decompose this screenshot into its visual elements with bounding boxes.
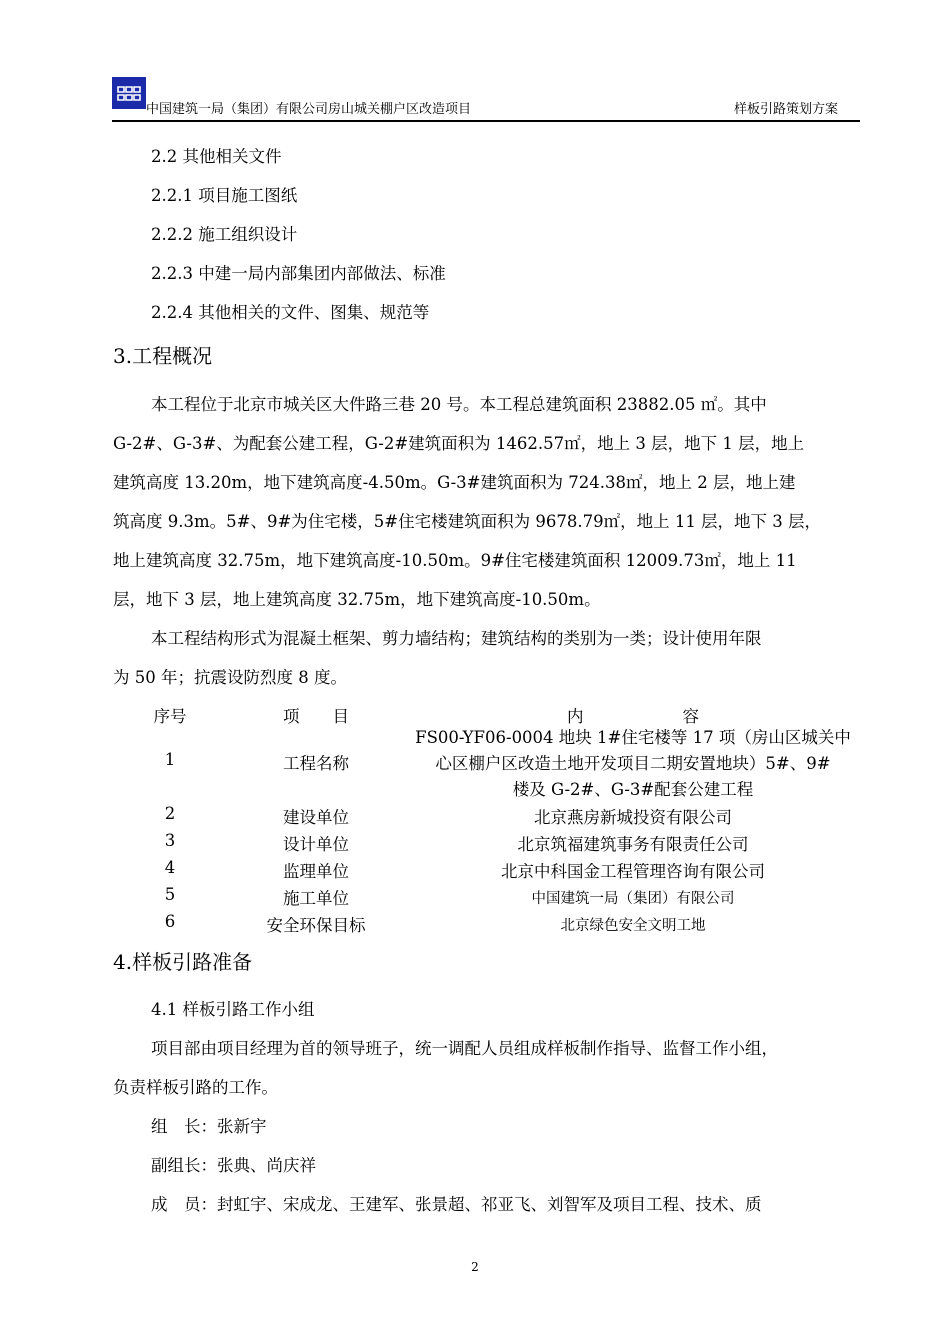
overview-paragraph-line: 地上建筑高度 32.75m，地下建筑高度-10.50m。9#住宅楼建筑面积 12009.73㎡，地上 11	[113, 551, 797, 570]
section-2-2-item: 2.2.4 其他相关的文件、图集、规范等	[151, 303, 430, 322]
overview-paragraph-line: 层，地下 3 层，地上建筑高度 32.75m，地下建筑高度-10.50m。	[113, 590, 601, 609]
table-cell-content-line: FS00-YF06-0004 地块 1#住宅楼等 17 项（房山区城关中	[415, 728, 851, 747]
overview-paragraph-line: 建筑高度 13.20m，地下建筑高度-4.50m。G-3#建筑面积为 724.38㎡，地上 2 层，地上建	[113, 473, 796, 492]
table-cell-content-line: 北京燕房新城投资有限公司	[534, 808, 732, 827]
table-cell-no: 2	[164, 804, 176, 823]
table-cell-content-line: 中国建筑一局（集团）有限公司	[531, 891, 735, 907]
table-cell-no: 1	[164, 750, 176, 769]
section-2-2-item: 2.2.3 中建一局内部集团内部做法、标准	[151, 264, 446, 283]
table-cell-item: 安全环保目标	[266, 916, 366, 935]
table-cell-item: 建设单位	[283, 808, 349, 827]
table-cell-content-line: 北京中科国金工程管理咨询有限公司	[501, 862, 765, 881]
team-paragraph-line: 负责样板引路的工作。	[113, 1078, 278, 1097]
table-cell-item: 施工单位	[283, 889, 349, 908]
table-cell-no: 6	[164, 912, 176, 931]
table-cell-content-line: 心区棚户区改造土地开发项目二期安置地块）5#、9#	[435, 754, 831, 773]
table-cell-item: 设计单位	[283, 835, 349, 854]
section-3-heading: 3.工程概况	[113, 344, 213, 368]
section-4-1-title: 4.1 样板引路工作小组	[151, 1000, 315, 1019]
company-logo	[112, 77, 146, 109]
table-cell-content-line: 楼及 G-2#、G-3#配套公建工程	[512, 780, 754, 799]
section-2-2-item: 2.2.1 项目施工图纸	[151, 186, 298, 205]
table-cell-no: 4	[164, 858, 176, 877]
header-left-title: 中国建筑一局（集团）有限公司房山城关棚户区改造项目	[146, 102, 472, 117]
overview-paragraph-line: G-2#、G-3#、为配套公建工程，G-2#建筑面积为 1462.57㎡，地上 3 层，地下 1 层，地上	[113, 434, 805, 453]
table-cell-item: 监理单位	[283, 862, 349, 881]
table-cell-content-line: 北京筑福建筑事务有限责任公司	[517, 835, 749, 854]
section-2-2-item: 2.2.2 施工组织设计	[151, 225, 298, 244]
team-paragraph-line: 项目部由项目经理为首的领导班子，统一调配人员组成样板制作指导、监督工作小组，	[151, 1039, 778, 1058]
table-header-no: 序号	[153, 707, 187, 726]
table-cell-content-line: 北京绿色安全文明工地	[560, 918, 706, 934]
overview-paragraph-line: 本工程位于北京市城关区大件路三巷 20 号。本工程总建筑面积 23882.05 ㎡。其中	[151, 395, 767, 414]
table-header-item: 项 目	[283, 707, 349, 726]
team-leader: 组 长：张新宇	[151, 1117, 267, 1136]
table-cell-no: 3	[164, 831, 176, 850]
structure-paragraph-line: 本工程结构形式为混凝土框架、剪力墙结构；建筑结构的类别为一类；设计使用年限	[151, 629, 762, 648]
table-header-content: 内 容	[567, 707, 699, 726]
team-deputy: 副组长：张典、尚庆祥	[151, 1156, 316, 1175]
table-cell-no: 5	[164, 885, 176, 904]
section-2-2-title: 2.2 其他相关文件	[151, 147, 282, 166]
header-rule	[112, 120, 860, 122]
page-number: 2	[471, 1260, 479, 1274]
section-4-heading: 4.样板引路准备	[113, 950, 253, 974]
table-cell-item: 工程名称	[283, 754, 349, 773]
team-members: 成 员：封虹宇、宋成龙、王建军、张景超、祁亚飞、刘智军及项目工程、技术、质	[151, 1195, 762, 1214]
overview-paragraph-line: 筑高度 9.3m。5#、9#为住宅楼，5#住宅楼建筑面积为 9678.79㎡，地上 11 层，地下 3 层，	[113, 512, 822, 531]
header-right-title: 样板引路策划方案	[734, 102, 839, 117]
structure-paragraph-line: 为 50 年；抗震设防烈度 8 度。	[113, 668, 347, 687]
